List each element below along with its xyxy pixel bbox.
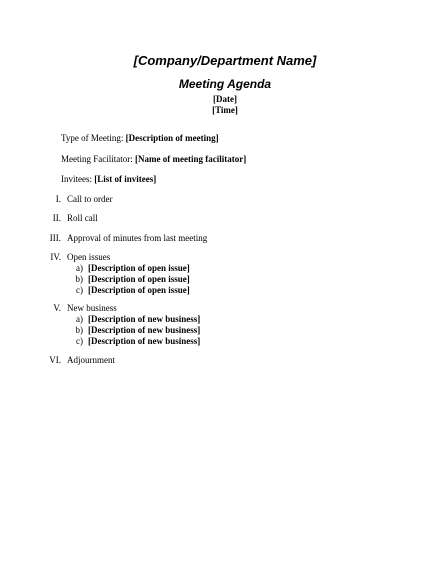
new-business-item: [Description of new business] xyxy=(88,325,201,335)
meeting-facilitator-line xyxy=(61,154,246,165)
agenda-numeral: IV. xyxy=(50,252,61,262)
meeting-date: [Date] xyxy=(213,94,237,104)
new-business-item: [Description of new business] xyxy=(88,336,201,346)
meeting-facilitator-value: [Name of meeting facilitator] xyxy=(134,154,247,164)
subitem-letter: c) xyxy=(76,336,83,346)
agenda-item-new-business: New business xyxy=(67,303,117,313)
agenda-title: Meeting Agenda xyxy=(178,77,272,91)
company-name: [Company/Department Name] xyxy=(133,53,317,68)
agenda-numeral: V. xyxy=(53,303,61,313)
subitem-letter: a) xyxy=(76,314,83,324)
meeting-type-value: [Description of meeting] xyxy=(125,133,219,143)
agenda-item-call-to-order: Call to order xyxy=(67,194,113,204)
open-issue-item: [Description of open issue] xyxy=(88,274,190,284)
agenda-item-adjournment: Adjournment xyxy=(67,355,115,365)
agenda-item-roll-call: Roll call xyxy=(67,213,98,223)
subitem-letter: a) xyxy=(76,263,83,273)
subitem-letter: c) xyxy=(76,285,83,295)
agenda-item-approval-of-minutes: Approval of minutes from last meeting xyxy=(67,233,208,243)
meeting-time: [Time] xyxy=(212,105,238,115)
agenda-item-open-issues: Open issues xyxy=(67,252,111,262)
meeting-facilitator-label: Meeting Facilitator: xyxy=(61,154,133,164)
meeting-type-label: Type of Meeting: xyxy=(61,133,124,143)
agenda-numeral: II. xyxy=(52,213,61,223)
invitees-value: [List of invitees] xyxy=(94,174,157,184)
agenda-numeral: VI. xyxy=(49,355,61,365)
subitem-letter: b) xyxy=(75,274,83,284)
invitees-line xyxy=(61,174,156,185)
meeting-type-line xyxy=(61,133,219,144)
subitem-letter: b) xyxy=(75,325,83,335)
agenda-numeral: III. xyxy=(49,233,61,243)
new-business-item: [Description of new business] xyxy=(88,314,201,324)
open-issue-item: [Description of open issue] xyxy=(88,285,190,295)
open-issue-item: [Description of open issue] xyxy=(88,263,190,273)
invitees-label: Invitees: xyxy=(61,174,92,184)
agenda-numeral: I. xyxy=(55,194,61,204)
